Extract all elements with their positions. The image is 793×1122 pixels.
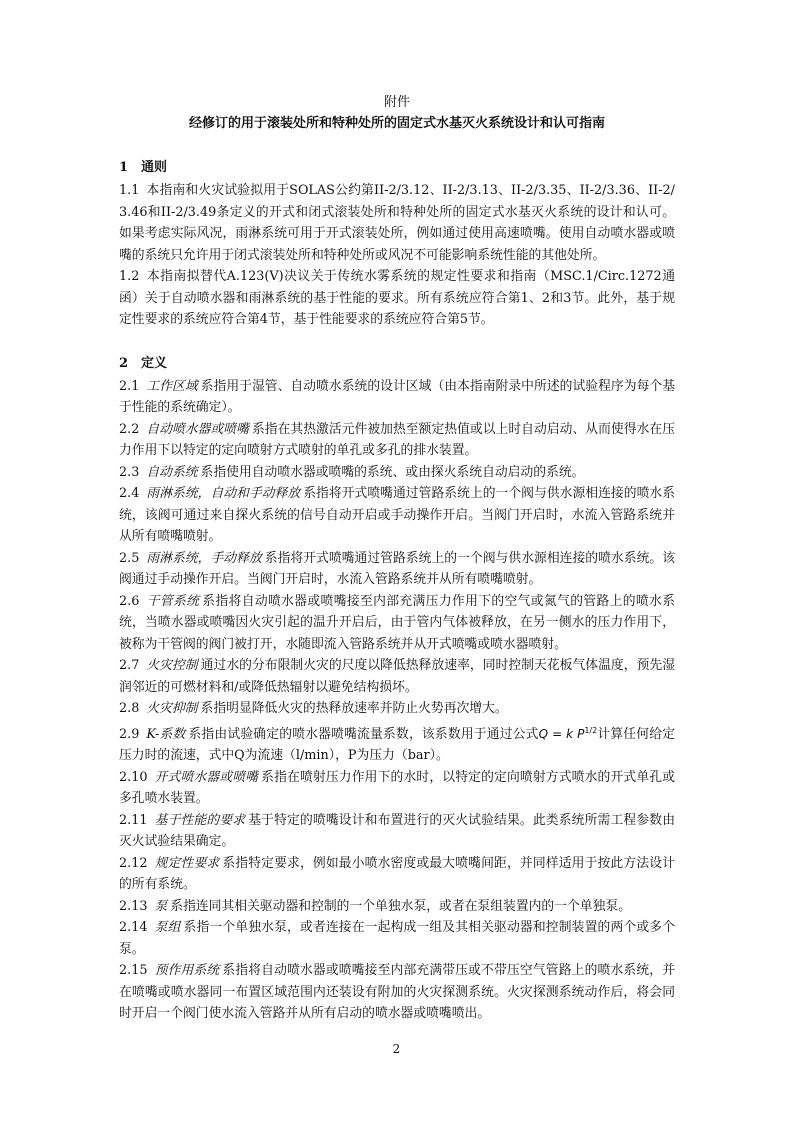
paragraph-text: 系指在喷射压力作用下的水时，以特定的定向喷射方式喷水的开式单孔或多孔喷水装置。 xyxy=(119,769,675,806)
paragraph-number: 2.12 xyxy=(119,855,148,871)
formula-exponent: 1/2 xyxy=(584,725,598,735)
defined-term: 自动喷水器或喷嘴 xyxy=(146,421,249,437)
paragraph-text: 基于特定的喷嘴设计和布置进行的灭火试验结果。此类系统所需工程参数由灭火试验结果确定。 xyxy=(119,812,675,849)
paragraph-number: 2.15 xyxy=(119,963,148,978)
defined-term: 泵 xyxy=(154,898,168,914)
paragraph xyxy=(119,767,675,810)
paragraph-text: 系指将自动喷水器或喷嘴接至内部充满带压或不带压空气管路上的喷水系统，并在喷嘴或喷水器同一布置区域范围内还装设有附加的火灾探测系统。火灾探测系统动作后，将会同时开启一个阀门使水流入管路并从所有启动的喷水器或喷嘴喷出。 xyxy=(119,963,675,1021)
formula xyxy=(539,727,598,741)
paragraph-text: 系指连同其相关驱动器和控制的一个单独水泵，或者在泵组装置内的一个单独泵。 xyxy=(170,898,631,914)
defined-term: 干管系统 xyxy=(146,593,200,609)
defined-term: 开式喷水器或喷嘴 xyxy=(154,769,259,785)
defined-term: 工作区域 xyxy=(146,378,198,394)
paragraph-number: 1.2 xyxy=(119,269,140,284)
paragraph xyxy=(119,266,675,331)
paragraph xyxy=(119,419,675,462)
section-gap xyxy=(119,331,675,353)
paragraph-text: 系指一个单独水泵，或者连接在一起构成一组及其相关驱动器和控制装置的两个或多个泵。 xyxy=(119,920,675,957)
paragraph-number: 2.2 xyxy=(119,421,140,437)
paragraph-number: 2.10 xyxy=(119,769,148,785)
paragraph-number: 2.3 xyxy=(119,464,140,480)
section-number: 2 xyxy=(119,355,129,371)
defined-term: 规定性要求 xyxy=(154,855,220,871)
paragraph-text: 本指南和火灾试验拟用于SOLAS公约第II-2/3.12、II-2/3.13、II-2/3.35、II-2/3.36、II-2/3.46和II-2/3.49条定义的开式和闭式滚装处所和特种处所的固定式水基灭火系统的设计和认可。如果考虑实际风况，雨淋系统可用于开式滚装处所，例如通过使用高速喷嘴。使用自动喷水器或喷嘴的系统只允许用于闭式滚装处所和特种处所或风况不可能影响系统性能的其他处所。 xyxy=(119,183,675,263)
paragraph xyxy=(119,548,675,591)
paragraph-number: 2.13 xyxy=(119,898,148,914)
defined-term: 基于性能的要求 xyxy=(154,812,246,828)
section-heading xyxy=(119,157,675,179)
paragraph-number: 2.5 xyxy=(119,550,140,566)
paragraph-text: 系指将开式喷嘴通过管路系统上的一个阀与供水源相连接的喷水系统，该阀可通过来自探火系统的信号自动开启或手动操作开启。当阀门开启时，水流入管路系统并从所有喷嘴喷射。 xyxy=(119,486,676,544)
paragraph-text: 系指将开式喷嘴通过管路系统上的一个阀与供水源相连接的喷水系统。该阀通过手动操作开启。当阀门开启时，水流入管路系统并从所有喷嘴喷射。 xyxy=(119,550,676,587)
paragraph-text-continued: 计算任何给定压力时的流速，式中Q为流速（l/min），P为压力（bar）。 xyxy=(119,726,676,763)
formula-body: Q = k P xyxy=(538,726,585,741)
paragraph-number: 2.1 xyxy=(119,378,140,394)
paragraph xyxy=(119,376,675,419)
paragraph xyxy=(119,960,675,1025)
paragraph xyxy=(119,462,675,484)
paragraph xyxy=(119,810,675,853)
paragraph xyxy=(119,896,675,918)
paragraph-text: 系指用于湿管、自动喷水系统的设计区域（由本指南附录中所述的试验程序为每个基于性能的系统确定）。 xyxy=(119,378,676,415)
defined-term: 自动系统 xyxy=(146,464,198,480)
annex-label: 附件 xyxy=(383,95,410,110)
paragraph-text: 通过水的分布限制火灾的尺度以降低热释放速率，同时控制天花板气体温度，预先湿润邻近的可燃材料和/或降低热辐射以避免结构损坏。 xyxy=(119,658,676,695)
paragraph xyxy=(119,720,675,767)
document-title: 经修订的用于滚装处所和特种处所的固定式水基灭火系统设计和认可指南 xyxy=(188,116,605,131)
sections xyxy=(119,157,675,1025)
paragraph-number: 2.14 xyxy=(119,920,148,935)
paragraph xyxy=(119,917,675,960)
paragraph xyxy=(119,853,675,896)
paragraph-number: 1.1 xyxy=(119,183,140,198)
paragraph-number: 2.11 xyxy=(119,812,148,828)
paragraph-number: 2.9 xyxy=(119,726,140,742)
defined-term: 火灾抑制 xyxy=(146,701,198,716)
section-heading xyxy=(119,353,675,375)
defined-term: 雨淋系统，自动和手动释放 xyxy=(146,486,301,501)
paragraph xyxy=(119,655,675,698)
defined-term: 雨淋系统，手动释放 xyxy=(146,550,262,566)
paragraph-text: 系指特定要求，例如最小喷水密度或最大喷嘴间距，并同样适用于按此方法设计的所有系统。 xyxy=(119,855,675,892)
defined-term: K-系数 xyxy=(146,726,186,742)
paragraph xyxy=(119,591,675,656)
defined-term: 预作用系统 xyxy=(154,963,220,978)
paragraph-text: 本指南拟替代A.123(V)决议关于传统水雾系统的规定性要求和指南（MSC.1/Circ.1272通函）关于自动喷水器和雨淋系统的基于性能的要求。所有系统应符合第1、2和3节。此外，基于规定性要求的系统应符合第4节，基于性能要求的系统应符合第5节。 xyxy=(119,269,675,327)
paragraph-text: 系指使用自动喷水器或喷嘴的系统、或由探火系统自动启动的系统。 xyxy=(200,464,585,480)
paragraph-text: 系指在其热激活元件被加热至额定热值或以上时自动启动、从而使得水在压力作用下以特定的定向喷射方式喷射的单孔或多孔的排水装置。 xyxy=(119,421,676,458)
paragraph-number: 2.4 xyxy=(119,486,140,501)
paragraph-text: 系指明显降低火灾的热释放速率并防止火势再次增大。 xyxy=(200,701,508,716)
page-number: 2 xyxy=(392,1042,401,1056)
defined-term: 泵组 xyxy=(154,920,181,935)
paragraph-number: 2.8 xyxy=(119,701,140,716)
paragraph-text: 系指由试验确定的喷水器喷嘴流量系数，该系数用于通过公式 xyxy=(188,726,539,742)
paragraph xyxy=(119,483,675,548)
defined-term: 火灾控制 xyxy=(146,658,198,673)
paragraph-text: 系指将自动喷水器或喷嘴接至内部充满压力作用下的空气或氮气的管路上的喷水系统，当喷水器或喷嘴因火灾引起的温升开启后，由于管内气体被释放，在另一侧水的压力作用下，被称为干管阀的阀门被打开，水随即流入管路系统并从开式喷嘴或喷水器喷射。 xyxy=(119,593,676,652)
section-title: 定义 xyxy=(141,355,168,371)
page-content xyxy=(119,94,675,1025)
section-title: 通则 xyxy=(141,160,168,175)
paragraph-number: 2.6 xyxy=(119,593,140,609)
paragraph xyxy=(119,698,675,720)
paragraph-number: 2.7 xyxy=(119,658,140,673)
section-number: 1 xyxy=(119,160,129,175)
paragraph xyxy=(119,180,675,266)
